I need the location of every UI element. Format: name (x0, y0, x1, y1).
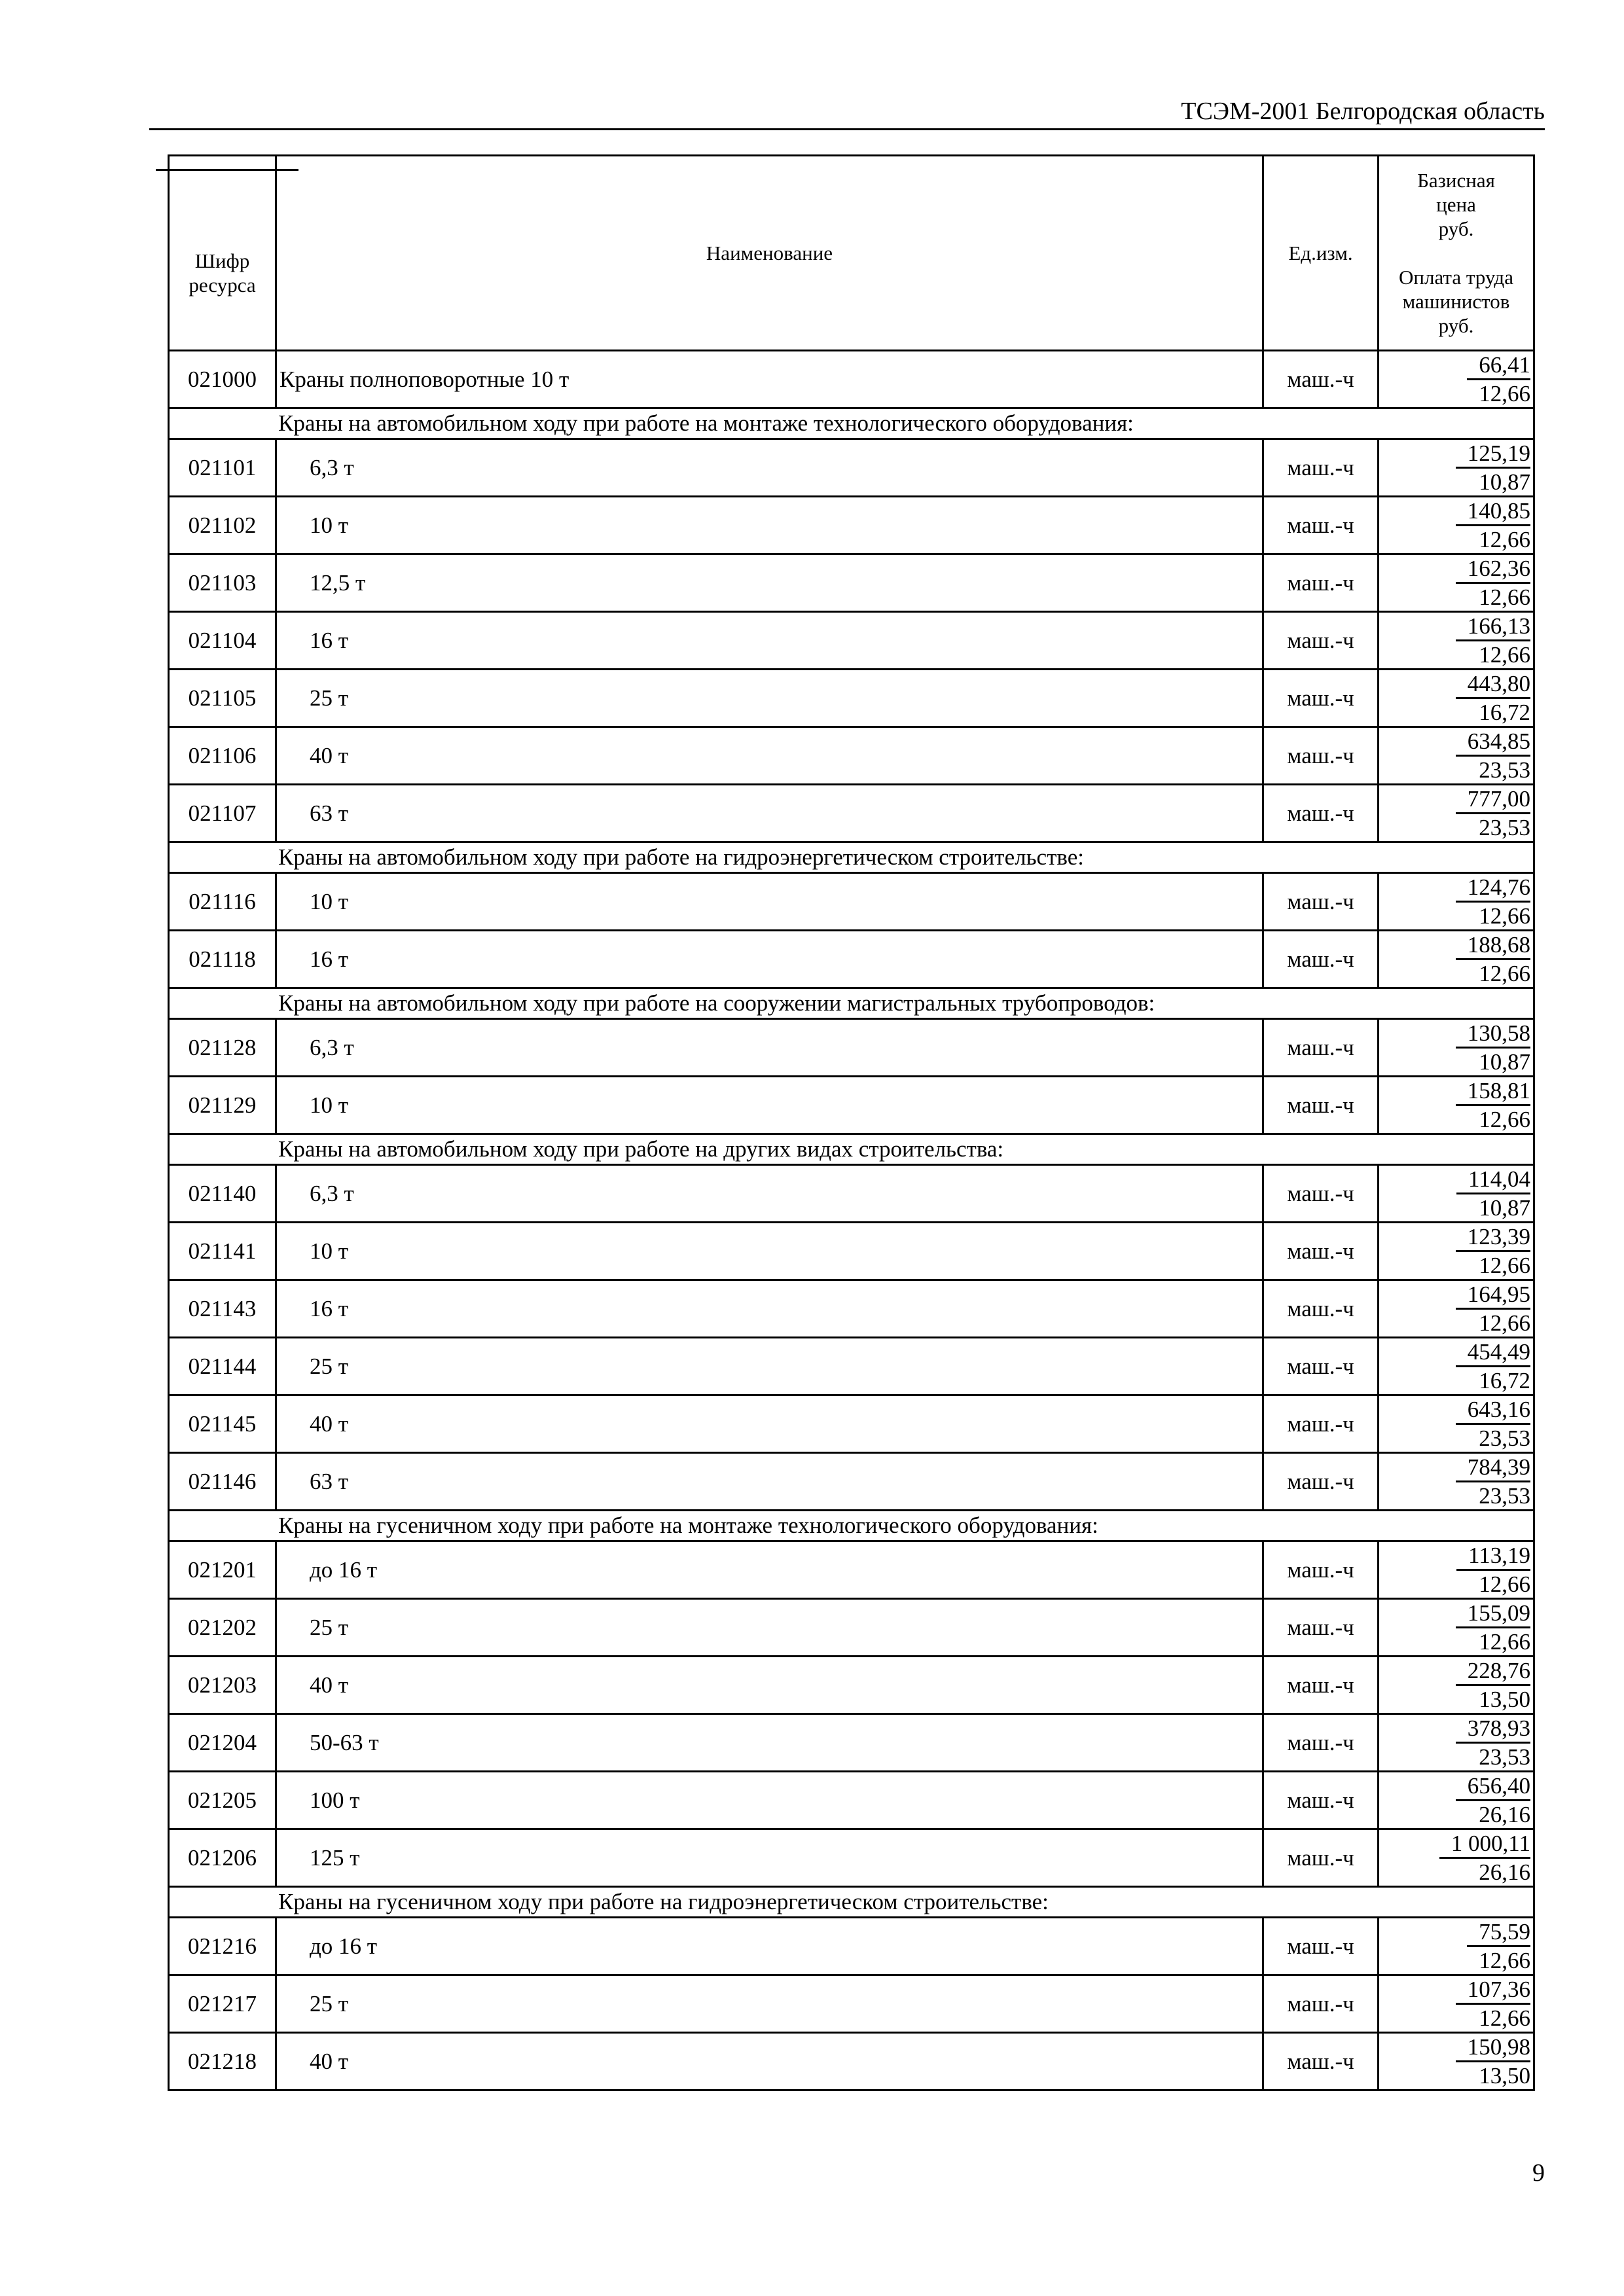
operator-wage: 12,66 (1479, 584, 1530, 610)
base-price: 784,39 (1456, 1454, 1530, 1482)
unit-cell: маш.-ч (1263, 1280, 1379, 1338)
resource-name-cell: до 16 т (276, 1918, 1263, 1975)
section-heading: Краны на автомобильном ходу при работе на монтаже технологического оборудования: (169, 408, 1534, 439)
resource-name-cell: 10 т (276, 873, 1263, 931)
resource-name-cell: 50-63 т (276, 1714, 1263, 1772)
unit-cell: маш.-ч (1263, 1019, 1379, 1077)
table-row (169, 439, 1534, 497)
operator-wage: 12,66 (1479, 1310, 1530, 1336)
page-number: 9 (1532, 2159, 1545, 2187)
operator-wage: 13,50 (1479, 1687, 1530, 1712)
price-header-line: цена (1436, 193, 1476, 216)
price-cell (1379, 497, 1534, 554)
operator-wage: 23,53 (1479, 757, 1530, 783)
table-row (169, 670, 1534, 727)
operator-wage: 12,66 (1479, 1948, 1530, 1973)
unit-cell: маш.-ч (1263, 554, 1379, 612)
document-title: ТСЭМ-2001 Белгородская область (1181, 98, 1545, 125)
base-price: 166,13 (1456, 613, 1530, 641)
section-heading-row (169, 1887, 1534, 1918)
running-header (149, 98, 1545, 130)
section-heading-row (169, 842, 1534, 873)
price-cell (1379, 1165, 1534, 1223)
base-price: 443,80 (1456, 670, 1530, 699)
resource-code-cell: 021000 (169, 351, 276, 408)
resource-code-cell: 021144 (169, 1338, 276, 1395)
table-row (169, 1975, 1534, 2033)
base-price: 158,81 (1456, 1077, 1530, 1106)
price-cell (1379, 1077, 1534, 1134)
operator-wage: 26,16 (1479, 1859, 1530, 1885)
operator-wage: 23,53 (1479, 1426, 1530, 1451)
resource-code-cell: 021143 (169, 1280, 276, 1338)
price-cell (1379, 1714, 1534, 1772)
table-row (169, 1453, 1534, 1511)
base-price: 114,04 (1456, 1166, 1530, 1194)
price-header-line: Базисная (1417, 169, 1495, 192)
resource-code-cell: 021145 (169, 1395, 276, 1453)
operator-wage: 12,66 (1479, 642, 1530, 668)
unit-cell: маш.-ч (1263, 1223, 1379, 1280)
operator-wage: 26,16 (1479, 1802, 1530, 1827)
unit-cell: маш.-ч (1263, 439, 1379, 497)
base-price: 643,16 (1456, 1396, 1530, 1425)
operator-wage: 12,66 (1479, 961, 1530, 986)
base-price: 228,76 (1456, 1657, 1530, 1686)
table-row (169, 1829, 1534, 1887)
base-price: 162,36 (1456, 555, 1530, 584)
resource-name-cell: 40 т (276, 727, 1263, 785)
resource-name-cell: 40 т (276, 1657, 1263, 1714)
unit-cell: маш.-ч (1263, 873, 1379, 931)
unit-cell: маш.-ч (1263, 497, 1379, 554)
operator-wage: 12,66 (1479, 903, 1530, 929)
resource-name-cell: 6,3 т (276, 1019, 1263, 1077)
resource-name-cell: 16 т (276, 612, 1263, 670)
price-cell (1379, 554, 1534, 612)
price-cell (1379, 1541, 1534, 1599)
operator-wage: 23,53 (1479, 815, 1530, 840)
section-heading: Краны на автомобильном ходу при работе на других видах строительства: (169, 1134, 1534, 1165)
table-row (169, 1395, 1534, 1453)
table-row (169, 351, 1534, 408)
table-row (169, 1165, 1534, 1223)
resource-code-cell: 021202 (169, 1599, 276, 1657)
price-cell (1379, 1453, 1534, 1511)
unit-cell: маш.-ч (1263, 1453, 1379, 1511)
unit-cell: маш.-ч (1263, 931, 1379, 988)
operator-wage: 13,50 (1479, 2063, 1530, 2089)
unit-cell: маш.-ч (1263, 1975, 1379, 2033)
table-row (169, 1714, 1534, 1772)
operator-wage: 12,66 (1479, 2005, 1530, 2031)
price-cell (1379, 439, 1534, 497)
resource-code-cell: 021141 (169, 1223, 276, 1280)
unit-cell: маш.-ч (1263, 612, 1379, 670)
base-price: 107,36 (1456, 1976, 1530, 2005)
base-price: 140,85 (1456, 497, 1530, 526)
resource-code-cell: 021204 (169, 1714, 276, 1772)
resource-name-cell: 16 т (276, 1280, 1263, 1338)
resource-code-cell: 021128 (169, 1019, 276, 1077)
resource-name-cell: 16 т (276, 931, 1263, 988)
unit-cell: маш.-ч (1263, 1338, 1379, 1395)
resource-name-cell: 63 т (276, 785, 1263, 842)
resource-code-cell: 021205 (169, 1772, 276, 1829)
price-header-line: Оплата труда (1399, 266, 1513, 289)
resource-name-cell: 10 т (276, 497, 1263, 554)
table-body (169, 351, 1534, 2090)
resource-code-cell: 021102 (169, 497, 276, 554)
table-row (169, 727, 1534, 785)
price-cell (1379, 727, 1534, 785)
resource-code-cell: 021140 (169, 1165, 276, 1223)
unit-cell: маш.-ч (1263, 1077, 1379, 1134)
price-cell (1379, 1280, 1534, 1338)
resource-name-cell: 40 т (276, 2033, 1263, 2090)
table-row (169, 1918, 1534, 1975)
resource-code-cell: 021107 (169, 785, 276, 842)
resource-code-cell: 021104 (169, 612, 276, 670)
base-price: 66,41 (1467, 351, 1530, 380)
resource-price-table (168, 154, 1535, 2091)
unit-cell: маш.-ч (1263, 727, 1379, 785)
resource-code-cell: 021129 (169, 1077, 276, 1134)
unit-cell: маш.-ч (1263, 1918, 1379, 1975)
operator-wage: 12,66 (1479, 1107, 1530, 1132)
price-cell (1379, 1918, 1534, 1975)
price-cell (1379, 2033, 1534, 2090)
price-header-line: руб. (1438, 314, 1474, 337)
base-price: 656,40 (1456, 1772, 1530, 1801)
price-cell (1379, 1657, 1534, 1714)
section-heading-row (169, 1511, 1534, 1541)
unit-cell: маш.-ч (1263, 1714, 1379, 1772)
base-price: 123,39 (1456, 1223, 1530, 1252)
base-price: 777,00 (1456, 785, 1530, 814)
base-price: 634,85 (1456, 728, 1530, 757)
table-row (169, 873, 1534, 931)
base-price: 378,93 (1456, 1715, 1530, 1744)
base-price: 130,58 (1456, 1020, 1530, 1049)
price-cell (1379, 1223, 1534, 1280)
operator-wage: 23,53 (1479, 1483, 1530, 1509)
section-heading-row (169, 408, 1534, 439)
resource-code-cell: 021116 (169, 873, 276, 931)
resource-code-cell: 021101 (169, 439, 276, 497)
resource-name-cell: 25 т (276, 1338, 1263, 1395)
operator-wage: 16,72 (1479, 700, 1530, 725)
resource-name-cell: 63 т (276, 1453, 1263, 1511)
section-heading: Краны на гусеничном ходу при работе на монтаже технологического оборудования: (169, 1511, 1534, 1541)
resource-code-cell: 021201 (169, 1541, 276, 1599)
table-row (169, 1772, 1534, 1829)
price-cell (1379, 931, 1534, 988)
table-row (169, 1077, 1534, 1134)
resource-code-cell: 021218 (169, 2033, 276, 2090)
resource-name-cell: 6,3 т (276, 439, 1263, 497)
table-row (169, 1657, 1534, 1714)
price-cell (1379, 670, 1534, 727)
section-heading: Краны на автомобильном ходу при работе на сооружении магистральных трубопроводов: (169, 988, 1534, 1019)
base-price: 125,19 (1456, 440, 1530, 469)
unit-cell: маш.-ч (1263, 1395, 1379, 1453)
base-price: 155,09 (1456, 1600, 1530, 1628)
column-header-price (1379, 156, 1534, 351)
table-row (169, 612, 1534, 670)
table-row (169, 1223, 1534, 1280)
table-row (169, 497, 1534, 554)
table-row (169, 1599, 1534, 1657)
resource-name-cell: 40 т (276, 1395, 1263, 1453)
resource-code-cell: 021105 (169, 670, 276, 727)
table-row (169, 931, 1534, 988)
resource-name-cell: 10 т (276, 1077, 1263, 1134)
table-row (169, 554, 1534, 612)
price-cell (1379, 1829, 1534, 1887)
section-heading: Краны на автомобильном ходу при работе на гидроэнергетическом строительстве: (169, 842, 1534, 873)
price-cell (1379, 1599, 1534, 1657)
section-heading-row (169, 1134, 1534, 1165)
operator-wage: 12,66 (1479, 1253, 1530, 1278)
column-header-code: Шифр ресурса (169, 156, 276, 351)
resource-code-cell: 021203 (169, 1657, 276, 1714)
resource-code-cell: 021217 (169, 1975, 276, 2033)
base-price: 1 000,11 (1439, 1830, 1530, 1859)
resource-name-cell: Краны полноповоротные 10 т (276, 351, 1263, 408)
unit-cell: маш.-ч (1263, 2033, 1379, 2090)
operator-wage: 12,66 (1479, 381, 1530, 406)
operator-wage: 12,66 (1479, 1629, 1530, 1655)
table-header-row (169, 156, 1534, 351)
unit-cell: маш.-ч (1263, 1829, 1379, 1887)
operator-wage: 16,72 (1479, 1368, 1530, 1393)
section-heading: Краны на гусеничном ходу при работе на гидроэнергетическом строительстве: (169, 1887, 1534, 1918)
unit-cell: маш.-ч (1263, 1657, 1379, 1714)
price-header-line: руб. (1438, 217, 1474, 240)
base-price: 188,68 (1456, 931, 1530, 960)
price-header-line: машинистов (1402, 290, 1510, 313)
resource-code-cell: 021206 (169, 1829, 276, 1887)
operator-wage: 10,87 (1479, 1195, 1530, 1221)
table-row (169, 1541, 1534, 1599)
unit-cell: маш.-ч (1263, 1772, 1379, 1829)
resource-code-cell: 021103 (169, 554, 276, 612)
base-price: 150,98 (1456, 2034, 1530, 2062)
operator-wage: 10,87 (1479, 469, 1530, 495)
price-header-spacer (1382, 241, 1530, 265)
base-price: 113,19 (1456, 1542, 1530, 1571)
resource-name-cell: 12,5 т (276, 554, 1263, 612)
resource-code-cell: 021106 (169, 727, 276, 785)
operator-wage: 10,87 (1479, 1049, 1530, 1075)
unit-cell: маш.-ч (1263, 351, 1379, 408)
base-price: 164,95 (1456, 1281, 1530, 1310)
table-row (169, 2033, 1534, 2090)
base-price: 454,49 (1456, 1338, 1530, 1367)
resource-code-cell: 021118 (169, 931, 276, 988)
unit-cell: маш.-ч (1263, 785, 1379, 842)
resource-name-cell: до 16 т (276, 1541, 1263, 1599)
column-header-name: Наименование (276, 156, 1263, 351)
operator-wage: 23,53 (1479, 1744, 1530, 1770)
resource-code-cell: 021146 (169, 1453, 276, 1511)
resource-name-cell: 100 т (276, 1772, 1263, 1829)
table-row (169, 1019, 1534, 1077)
section-heading-row (169, 988, 1534, 1019)
unit-cell: маш.-ч (1263, 670, 1379, 727)
price-cell (1379, 351, 1534, 408)
resource-name-cell: 125 т (276, 1829, 1263, 1887)
price-cell (1379, 1395, 1534, 1453)
price-cell (1379, 785, 1534, 842)
unit-cell: маш.-ч (1263, 1599, 1379, 1657)
table-row (169, 1338, 1534, 1395)
column-header-unit: Ед.изм. (1263, 156, 1379, 351)
price-cell (1379, 1338, 1534, 1395)
base-price: 75,59 (1467, 1918, 1530, 1947)
resource-code-cell: 021216 (169, 1918, 276, 1975)
table-row (169, 1280, 1534, 1338)
price-cell (1379, 873, 1534, 931)
resource-name-cell: 6,3 т (276, 1165, 1263, 1223)
unit-cell: маш.-ч (1263, 1165, 1379, 1223)
base-price: 124,76 (1456, 874, 1530, 903)
price-cell (1379, 1019, 1534, 1077)
price-cell (1379, 1975, 1534, 2033)
resource-name-cell: 25 т (276, 1975, 1263, 2033)
table-row (169, 785, 1534, 842)
resource-name-cell: 25 т (276, 1599, 1263, 1657)
price-cell (1379, 1772, 1534, 1829)
operator-wage: 12,66 (1479, 527, 1530, 552)
operator-wage: 12,66 (1479, 1571, 1530, 1597)
resource-name-cell: 25 т (276, 670, 1263, 727)
unit-cell: маш.-ч (1263, 1541, 1379, 1599)
resource-name-cell: 10 т (276, 1223, 1263, 1280)
price-cell (1379, 612, 1534, 670)
